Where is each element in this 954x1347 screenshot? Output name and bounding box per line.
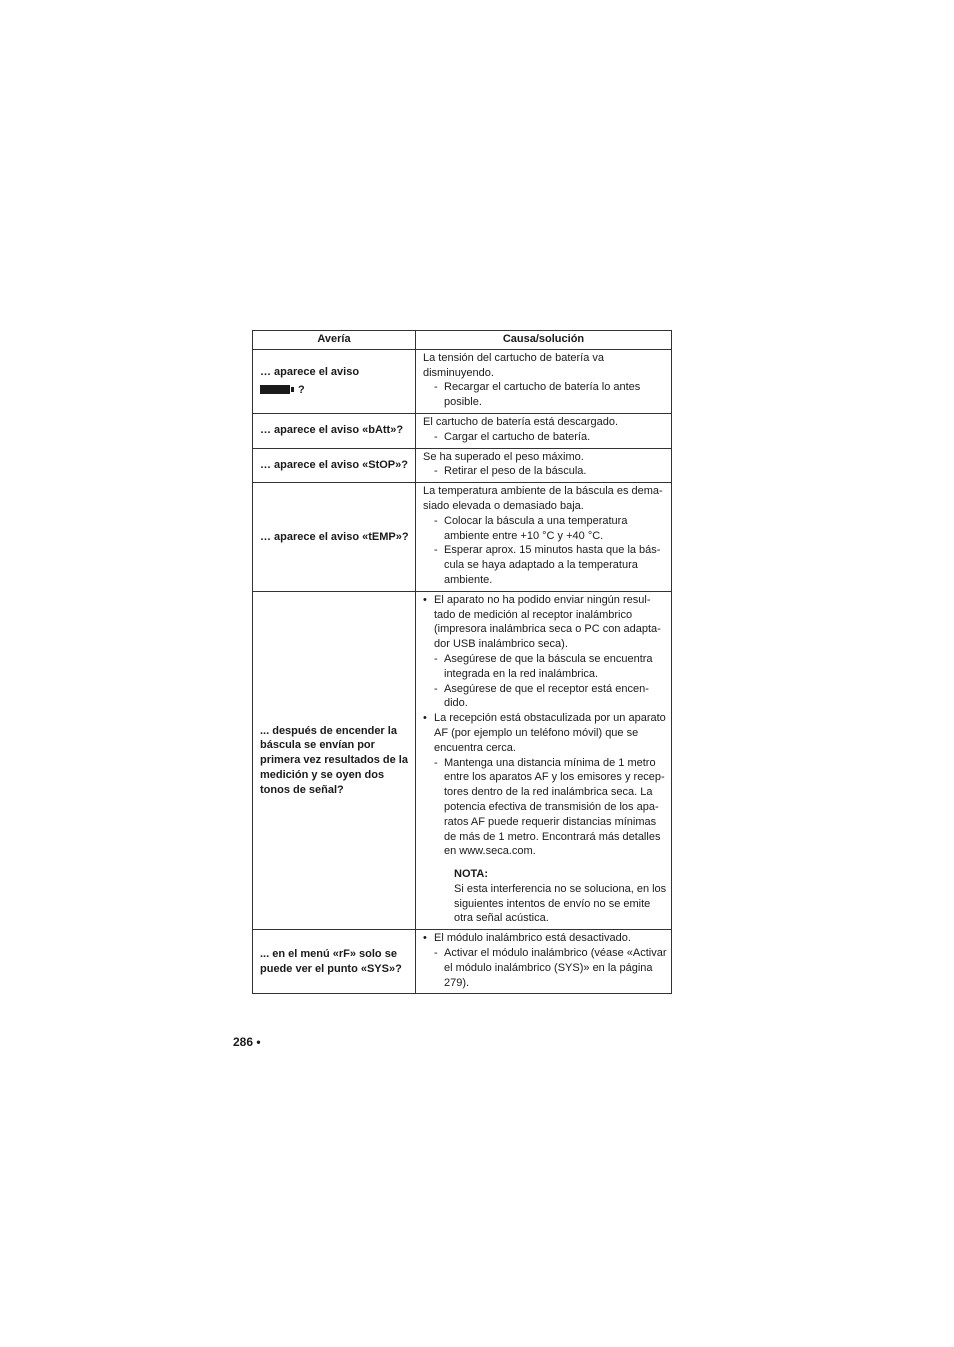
header-cause: Causa/solución [416, 331, 672, 350]
solution-item: - Colocar la báscula a una temperatura ambiente entre +10 °C y +40 °C. [423, 514, 669, 544]
header-fault: Avería [253, 331, 416, 350]
fault-cell [253, 349, 416, 413]
battery-icon [260, 385, 290, 394]
cause-bullet: • El aparato no ha podido enviar ningún resul- tado de medición al receptor inalámbrico (impresora inalámbrica seca o PC con adapta- dor USB inalámbrico seca). [423, 593, 669, 652]
cause-text: La tensión del cartucho de batería va [423, 351, 605, 364]
cause-cell [416, 591, 672, 930]
fault-cell: ... después de encender la báscula se envían por primera vez resultados de la medición y se oyen dos tonos de señal? [253, 591, 416, 930]
table-row [253, 483, 672, 592]
page-number: 286 • [233, 1035, 261, 1049]
cause-cell [416, 349, 672, 413]
table-row [253, 413, 672, 448]
fault-text: … aparece el aviso [260, 365, 360, 378]
solution-item: - Activar el módulo inalámbrico (véase «Activar el módulo inalámbrico (SYS)» en la página 279). [423, 946, 669, 990]
cause-text: El cartucho de batería está descargado. [423, 415, 619, 428]
fault-cell: … aparece el aviso «StOP»? [253, 448, 416, 483]
note-text: Si esta interferencia no se soluciona, en los siguientes intentos de envío no se emite otra señal acústica. [454, 882, 667, 925]
fault-cell: ... en el menú «rF» solo se puede ver el punto «SYS»? [253, 930, 416, 994]
cause-text: disminuyendo. [423, 366, 494, 379]
table-row [253, 349, 672, 413]
solution-item: - Recargar el cartucho de batería lo antes posible. [423, 380, 669, 410]
solution-item: - Cargar el cartucho de batería. [423, 430, 669, 445]
cause-text: La temperatura ambiente de la báscula es dema- [423, 485, 663, 498]
cause-text: Se ha superado el peso máximo. [423, 450, 584, 463]
cause-cell [416, 413, 672, 448]
cause-bullet: • El módulo inalámbrico está desactivado. [423, 931, 669, 946]
solution-item: - Mantenga una distancia mínima de 1 metro entre los aparatos AF y los emisores y recep- tores dentro de la red inalámbrica seca. La potencia efectiva de transmisión de los apa- ratos AF puede requerir distancias mínimas de más de 1 metro. Encontrará más detalles en www.seca.com. [423, 756, 669, 860]
solution-item: - Esperar aprox. 15 minutos hasta que la bás- cula se haya adaptado a la temperatura ambiente. [423, 543, 669, 587]
table-header-row [253, 331, 672, 350]
cause-cell [416, 930, 672, 994]
solution-item: - Asegúrese de que el receptor está encen- dido. [423, 682, 669, 712]
note-block [423, 867, 669, 926]
fault-cell: … aparece el aviso «bAtt»? [253, 413, 416, 448]
table-row [253, 448, 672, 483]
cause-bullet: • La recepción está obstaculizada por un aparato AF (por ejemplo un teléfono móvil) que se encuentra cerca. [423, 711, 669, 755]
table-row [253, 930, 672, 994]
cause-text: siado elevada o demasiado baja. [423, 499, 584, 512]
note-title: NOTA: [454, 868, 489, 881]
solution-item: - Asegúrese de que la báscula se encuentra integrada en la red inalámbrica. [423, 652, 669, 682]
table-row [253, 591, 672, 930]
cause-cell [416, 448, 672, 483]
cause-cell [416, 483, 672, 592]
fault-suffix: ? [298, 384, 305, 397]
solution-item: - Retirar el peso de la báscula. [423, 464, 669, 479]
fault-cell: … aparece el aviso «tEMP»? [253, 483, 416, 592]
troubleshooting-table [252, 330, 672, 994]
